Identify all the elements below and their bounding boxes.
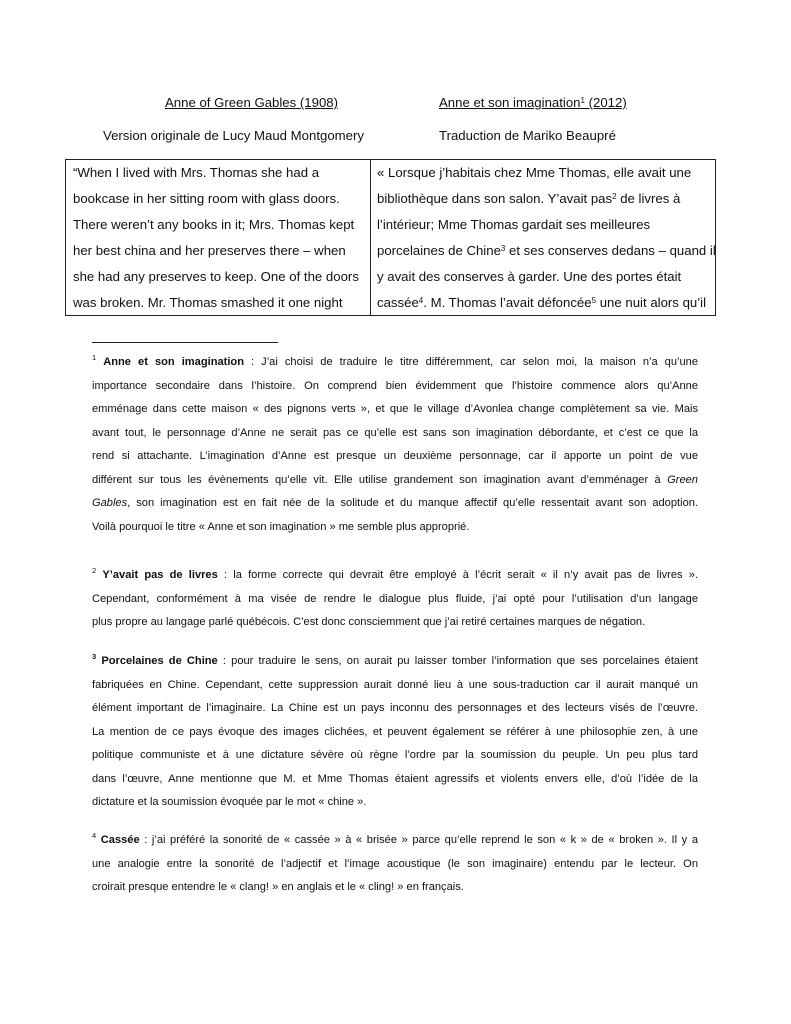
footnote-separator — [92, 342, 278, 343]
footnote-line: dans l’œuvre, Anne mentionne que M. et Mme Thomas étaient agressifs et violents envers elle, d’où l’idée de la — [92, 772, 698, 785]
translation-line: bibliothèque dans son salon. Y’avait pas$^2$ de livres à — [377, 191, 681, 206]
footnote-ref-2[interactable]: 2 — [612, 192, 617, 201]
footnote-line: différent sur tous les évènements qu’elle vit. Elle utilise grandement son imagination avant d’emménager à Green — [92, 473, 698, 486]
translation-text-cell — [377, 160, 716, 316]
original-line: There weren’t any books in it; Mrs. Thomas kept — [73, 217, 355, 232]
footnote-line: $^4$ Cassée : j’ai préféré la sonorité de « cassée » à « brisée » parce qu’elle reprend le son « k » de « broken ». Il y a — [92, 831, 698, 846]
footnote-term: Anne et son imagination — [103, 356, 244, 368]
footnote-line: une analogie entre la sonorité de l’adjectif et l’image acoustique (le son imaginaire) entendu par le lecteur. On — [92, 857, 698, 870]
footnote-2 — [92, 564, 698, 635]
original-line: “When I lived with Mrs. Thomas she had a — [73, 165, 320, 180]
footnote-line: fabriquées en Chine. Cependant, cette suppression aurait donné lieu à une sous-traduction car il aurait manqué un — [92, 678, 698, 691]
translation-line: cassée$^4$. M. Thomas l’avait défoncée$^5$ une nuit alors qu’il — [377, 295, 707, 310]
footnote-line: La mention de ce pays évoque des images clichées, et peuvent également se référer à une philosophie zen, à une — [92, 725, 698, 738]
footnote-line: croirait presque entendre le « clang! » en anglais et le « cling! » en français. — [92, 881, 464, 893]
footnote-line: plus propre au langage parlé québécois. C’est donc consciemment que j’ai retiré certaines marques de négation. — [92, 616, 646, 628]
original-subtitle: Version originale de Lucy Maud Montgomery — [103, 128, 364, 143]
translation-line: y avait des conserves à garder. Une des portes était — [377, 269, 682, 284]
original-line: she had any preserves to keep. One of the doors — [73, 269, 359, 284]
original-line: bookcase in her sitting room with glass doors. — [73, 191, 340, 206]
column-divider — [370, 160, 371, 315]
original-line: her best china and her preserves there – when — [73, 243, 346, 258]
footnote-line: importance secondaire dans l’histoire. On comprend bien évidemment que l’histoire commence alors qu’Anne — [92, 379, 698, 392]
footnote-line: dictature et la soumission évoquée par le mot « chine ». — [92, 796, 367, 808]
translation-title: Anne et son imagination$^1$ (2012) — [439, 95, 627, 110]
translation-line: l’intérieur; Mme Thomas gardait ses meilleures — [377, 217, 651, 232]
footnote-line: avant tout, le personnage d’Anne ne serait pas ce qu’elle est sans son imagination débordante, et c’est ce que la — [92, 426, 698, 439]
footnote-line: emménage dans cette maison « des pignons verts », et que le village d’Avonlea change complètement sa vie. Mais — [92, 403, 698, 415]
translation-line: « Lorsque j’habitais chez Mme Thomas, elle avait une — [377, 165, 692, 180]
footnote-line: Cependant, conformément à ma visée de rendre le dialogue plus fluide, j’ai opté pour l’utilisation d’un langage — [92, 592, 698, 605]
footnote-4 — [92, 829, 698, 900]
footnote-term: Y’avait pas de livres — [102, 569, 218, 581]
footnote-line: $^3$ Porcelaines de Chine : pour traduire le sens, on aurait pu laisser tomber l’information que ses porcelaines étaient — [92, 652, 698, 667]
footnote-line: $^2$ Y’avait pas de livres : la forme correcte qui devrait être employé à l’écrit serait « il n’y avait pas de livres ». — [92, 566, 698, 581]
footnote-3 — [92, 650, 698, 815]
translation-subtitle: Traduction de Mariko Beaupré — [439, 128, 616, 143]
footnote-line: rend si attachante. L’imagination d’Anne est presque un deuxième personnage, car il apporte un point de vue — [92, 450, 698, 462]
footnote-ref-5[interactable]: 5 — [591, 296, 597, 305]
footnote-1 — [92, 351, 698, 539]
footnote-line: Voilà pourquoi le titre « Anne et son imagination » me semble plus approprié. — [92, 520, 470, 533]
footnote-term: Cassée — [100, 834, 140, 846]
footnote-line: élément important de l’imaginaire. La Chine est un pays inconnu des personnages et des lecteurs visés de l’œuvre. — [92, 702, 698, 714]
original-title: Anne of Green Gables (1908) — [165, 95, 339, 110]
original-line: was broken. Mr. Thomas smashed it one night — [73, 295, 343, 310]
footnote-ref-4[interactable]: 4 — [418, 296, 424, 305]
footnote-term: Porcelaines de Chine — [101, 655, 218, 667]
original-text-cell — [73, 160, 359, 316]
footnote-ref-3[interactable]: 3 — [500, 244, 506, 253]
footnote-line: politique communiste et à une dictature sévère où règne l’ordre par la soumission du peuple. Un peu plus tard — [92, 749, 698, 761]
translation-line: porcelaines de Chine$^3$ et ses conserves dedans – quand il — [377, 243, 716, 258]
footnote-ref-1[interactable]: 1 — [580, 96, 585, 105]
footnote-line: $^1$ Anne et son imagination : J’ai choisi de traduire le titre différemment, car selon moi, la maison n’a qu’une — [92, 353, 698, 368]
comparison-table — [65, 159, 716, 316]
footnote-line: Gables, son imagination est en fait née de la solitude et du manque affectif qu’elle ressentait avant son adoption. — [92, 497, 698, 509]
